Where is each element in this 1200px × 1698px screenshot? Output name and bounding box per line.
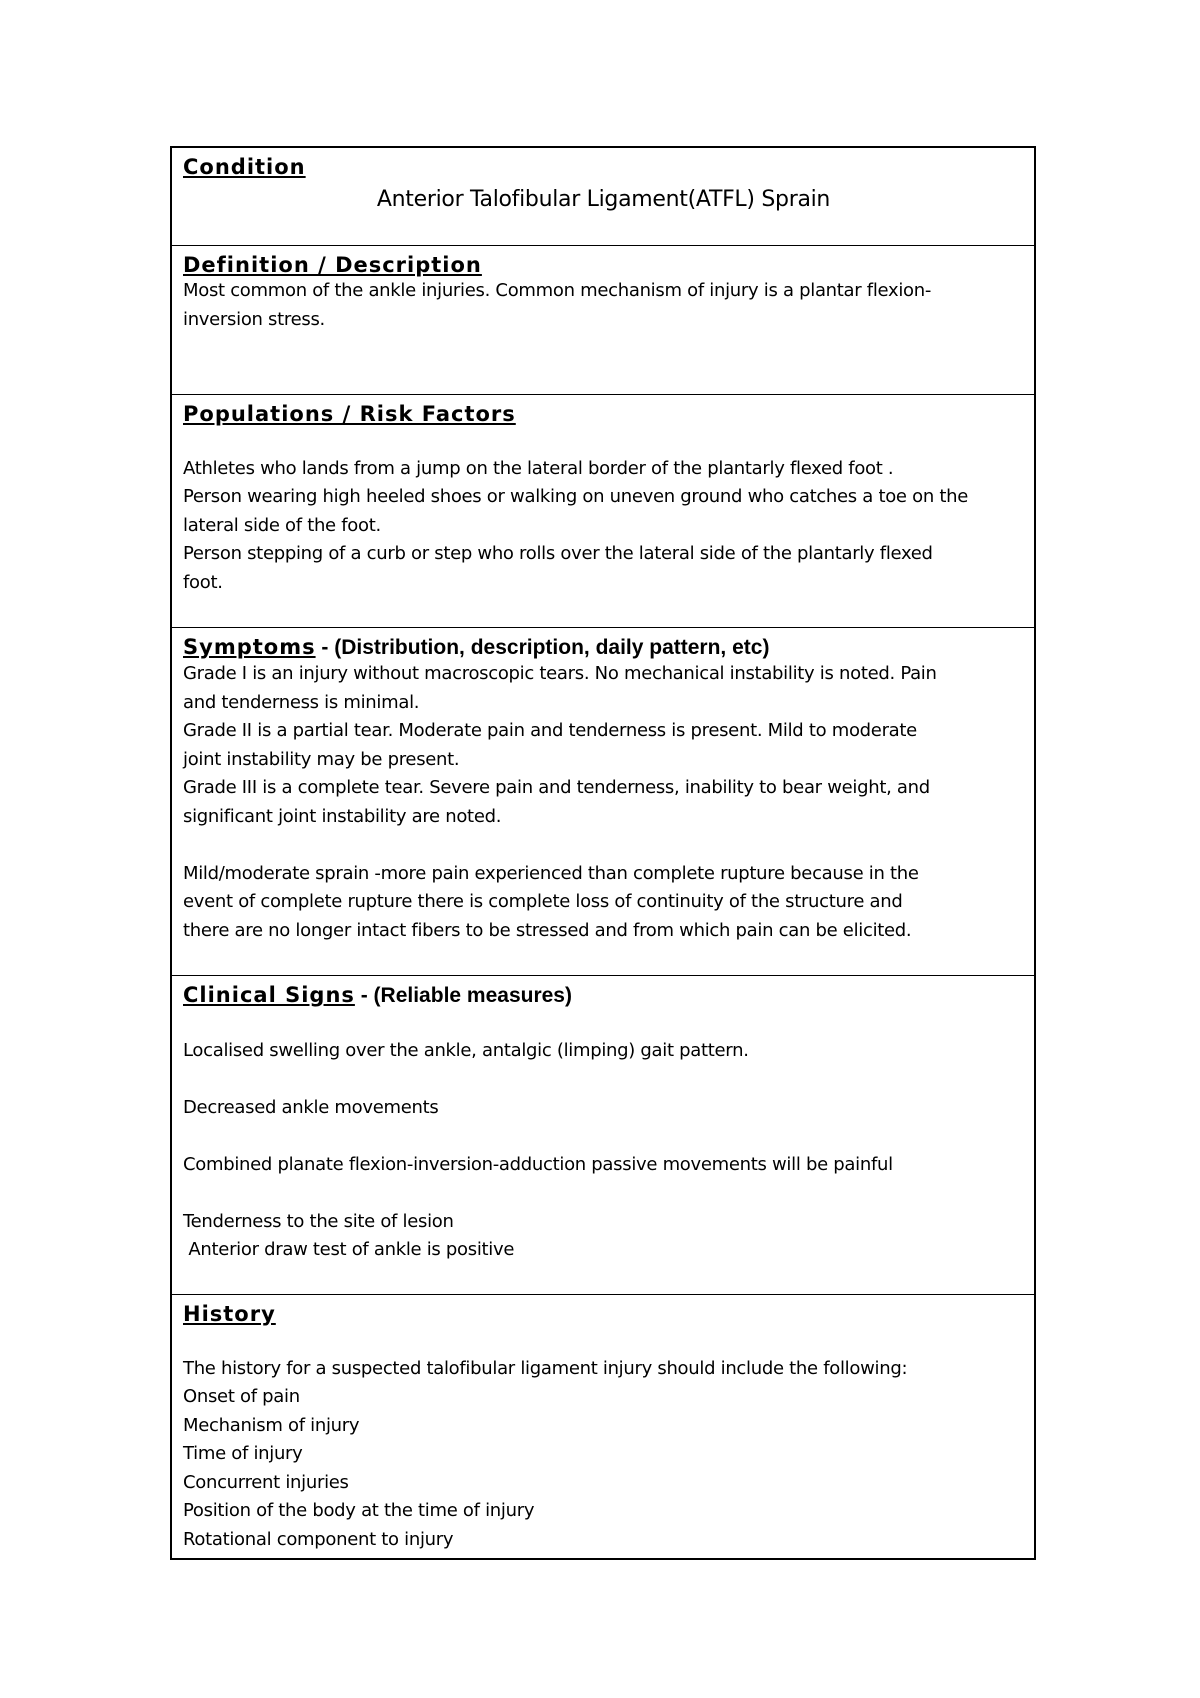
clinical-signs-heading: Clinical Signs (183, 983, 355, 1007)
text-line: Person wearing high heeled shoes or walking on uneven ground who catches a toe on the (183, 486, 969, 507)
condition-title: Anterior Talofibular Ligament(ATFL) Sprain (376, 187, 831, 212)
symptoms-heading: Symptoms (183, 635, 316, 659)
text-line: Grade II is a partial tear. Moderate pain and tenderness is present. Mild to moderate (183, 720, 917, 741)
text-line: inversion stress. (183, 308, 325, 330)
clinical-signs-section (172, 976, 1034, 1295)
text-line: Localised swelling over the ankle, antalgic (limping) gait pattern. (183, 1039, 749, 1061)
list-item: Time of injury (183, 1443, 303, 1464)
text-line: joint instability may be present. (183, 748, 460, 770)
list-item: Rotational component to injury (183, 1528, 454, 1550)
text-line: and tenderness is minimal. (183, 691, 420, 713)
text-line: Mild/moderate sprain -more pain experienced than complete rupture because in the (183, 862, 919, 884)
definition-section (172, 246, 1034, 395)
clinical-signs-text (183, 1037, 1024, 1265)
text-line: Grade I is an injury without macroscopic tears. No mechanical instability is noted. Pain (183, 663, 937, 684)
condition-section (172, 148, 1034, 246)
text-line: Person stepping of a curb or step who rolls over the lateral side of the plantarly flexed (183, 543, 933, 564)
text-line: Tenderness to the site of lesion (183, 1210, 454, 1232)
symptoms-subheading: - (Distribution, description, daily pattern, etc) (315, 636, 770, 659)
list-item: Position of the body at the time of injury (183, 1500, 535, 1521)
text-line: there are no longer intact fibers to be stressed and from which pain can be elicited. (183, 919, 912, 941)
symptoms-section (172, 628, 1034, 976)
condition-table (170, 146, 1036, 1560)
text-line: Decreased ankle movements (183, 1096, 439, 1118)
text-line: event of complete rupture there is complete loss of continuity of the structure and (183, 891, 903, 912)
history-heading: History (183, 1302, 276, 1326)
history-section (172, 1295, 1034, 1558)
list-item: Concurrent injuries (183, 1471, 349, 1493)
symptoms-text (183, 660, 1024, 945)
history-text (183, 1355, 1024, 1555)
populations-section (172, 395, 1034, 628)
text-line: Grade III is a complete tear. Severe pain and tenderness, inability to bear weight, and (183, 777, 930, 798)
populations-heading: Populations / Risk Factors (183, 402, 516, 426)
list-item: Onset of pain (183, 1386, 300, 1407)
text-line: lateral side of the foot. (183, 514, 381, 536)
clinical-signs-subheading: - (Reliable measures) (354, 984, 572, 1007)
condition-heading: Condition (183, 155, 306, 179)
list-item: Mechanism of injury (183, 1414, 360, 1436)
populations-text (183, 455, 1024, 598)
definition-heading: Definition / Description (183, 253, 482, 277)
text-line: Most common of the ankle injuries. Common mechanism of injury is a plantar flexion- (183, 280, 932, 301)
text-line: Anterior draw test of ankle is positive (183, 1239, 515, 1260)
text-line: foot. (183, 571, 223, 593)
text-line: Combined planate flexion-inversion-adduction passive movements will be painful (183, 1153, 893, 1175)
definition-text (183, 277, 1024, 334)
text-line: The history for a suspected talofibular ligament injury should include the following: (183, 1357, 908, 1379)
text-line: Athletes who lands from a jump on the lateral border of the plantarly flexed foot . (183, 457, 894, 479)
text-line: significant joint instability are noted. (183, 805, 502, 827)
